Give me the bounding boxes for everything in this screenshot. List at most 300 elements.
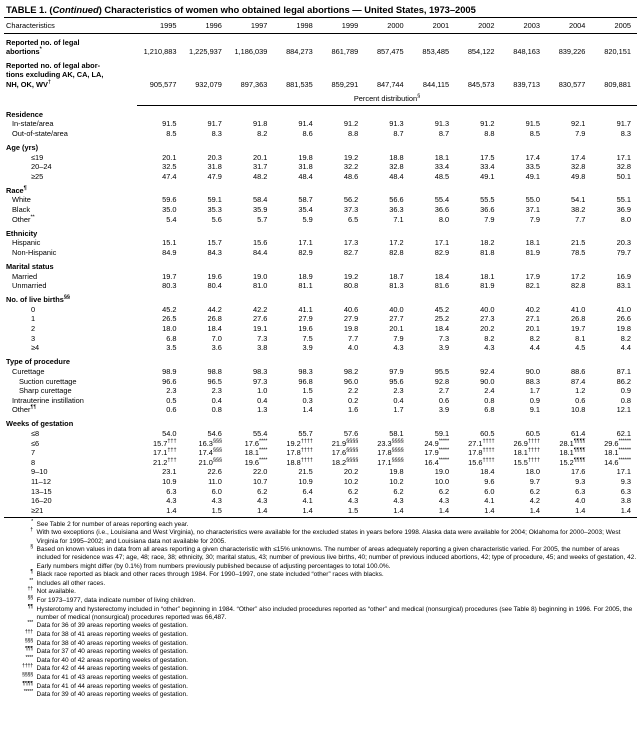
column-header-year: 2001 xyxy=(410,18,455,34)
table-cell-value: 55.1 xyxy=(616,195,631,205)
table-cell-value: 1.3 xyxy=(257,405,268,415)
table-cell-value: 18.1¶¶¶¶ xyxy=(559,447,586,458)
empty-cell xyxy=(273,353,318,367)
table-cell-value: 91.7 xyxy=(207,119,222,129)
empty-cell xyxy=(137,105,182,119)
rule-cell xyxy=(4,518,137,519)
empty-cell xyxy=(410,353,455,367)
empty-cell xyxy=(364,224,409,238)
table-cell-value: 81.6 xyxy=(434,281,450,291)
empty-cell xyxy=(591,291,637,305)
table-cell-value: 37.3 xyxy=(343,205,359,214)
table-row xyxy=(4,477,637,487)
table-cell-value: 18.4 xyxy=(207,324,222,334)
empty-cell xyxy=(137,353,182,367)
rule-cell xyxy=(591,518,637,519)
empty-cell xyxy=(319,224,364,238)
table-cell-value: 809,881 xyxy=(604,79,631,89)
table-cell-value: 41.1 xyxy=(298,304,313,314)
table-cell-value: 4.4 xyxy=(529,343,540,353)
empty-cell xyxy=(273,138,318,152)
empty-cell xyxy=(501,291,546,305)
table-cell-value: 8.5 xyxy=(529,128,540,138)
table-cell-value: 18.4 xyxy=(434,271,450,281)
table-cell-value: 15.7 xyxy=(207,238,222,248)
table-cell-value: 1.4 xyxy=(438,505,450,515)
table-cell-value: 78.5 xyxy=(571,247,586,257)
table-cell-value: 98.8 xyxy=(207,366,222,376)
row-label: 7 xyxy=(31,448,36,458)
table-cell-value: 0.4 xyxy=(211,395,222,405)
table-cell-value: 17.1 xyxy=(616,152,631,162)
table-cell-value: 6.3 xyxy=(575,486,586,496)
footnote-item xyxy=(6,571,637,579)
table-body xyxy=(4,33,637,518)
table-cell-value: 19.7 xyxy=(162,271,177,281)
table-row xyxy=(4,405,637,415)
footnote-symbol: § xyxy=(30,544,33,551)
table-cell-value: 59.1 xyxy=(434,428,450,438)
table-cell-value: 49.1 xyxy=(525,171,540,181)
empty-cell xyxy=(273,257,318,271)
table-cell-value: 20.3 xyxy=(616,238,631,248)
table-cell-value: 9.3 xyxy=(620,476,631,486)
table-cell-value: 6.0 xyxy=(484,486,495,496)
table-cell-value: 17.9 xyxy=(525,271,540,281)
table-cell-value: 4.3 xyxy=(484,343,495,353)
table-cell-value: 19.6 xyxy=(207,271,222,281)
table-cell-value: 98.3 xyxy=(252,366,268,376)
table-cell-value: 17.5 xyxy=(480,152,495,162)
table-cell-value: 7.1 xyxy=(393,214,404,224)
table-cell-value: 82.8 xyxy=(571,281,586,291)
table-cell-value: 1.0 xyxy=(257,386,268,396)
empty-cell xyxy=(137,291,182,305)
empty-cell xyxy=(591,353,637,367)
table-cell-value: 9.7 xyxy=(529,476,540,486)
footnote-marker: ††† xyxy=(167,457,177,464)
table-cell-value: 7.9 xyxy=(484,214,495,224)
footnote-text: With two exceptions (i.e., Louisiana and West Virginia), no characteristics were available for the excluded states in years before 1998. Alaska data were available for 2004; Oklahoma for 2000–2003; West Virginia for 1995–2002; and Louisiana data not available for 2005. xyxy=(36,529,621,545)
footnote-marker: †††† xyxy=(527,438,540,445)
footnote-item xyxy=(6,648,637,656)
footnote-item xyxy=(6,691,637,699)
table-cell-value: 0.6 xyxy=(166,405,177,415)
table-cell-value: 61.4 xyxy=(571,428,586,438)
table-cell-value: 18.7 xyxy=(389,271,404,281)
table-cell-value: 3.9 xyxy=(302,343,313,353)
empty-cell xyxy=(455,353,500,367)
table-cell-value: 1.5 xyxy=(302,386,313,396)
table-cell-value: 17.4 xyxy=(525,152,540,162)
column-header-year: 1996 xyxy=(182,18,227,34)
table-cell-value: 27.7 xyxy=(389,314,404,324)
footnote-text: Data for 38 of 41 areas reporting weeks of gestation. xyxy=(36,630,188,638)
empty-cell xyxy=(501,415,546,429)
table-cell-value: 8.2 xyxy=(484,333,495,343)
rule-cell xyxy=(364,518,409,519)
table-cell-value: 21.5 xyxy=(571,238,586,248)
table-cell-value: 16.3§§§ xyxy=(198,438,222,448)
table-cell-value: 10.9 xyxy=(162,476,177,486)
empty-cell xyxy=(182,138,227,152)
group-label: Residence xyxy=(6,109,43,119)
table-cell-value: 36.9 xyxy=(616,205,631,214)
empty-cell xyxy=(273,105,318,119)
table-cell-value: 17.6§§§§ xyxy=(331,447,359,458)
table-cell-value: 48.4 xyxy=(389,171,404,181)
table-cell-value: 27.1 xyxy=(525,314,540,324)
table-cell-value: 4.3 xyxy=(166,496,177,506)
footnote-marker: §§§ xyxy=(212,438,222,445)
footnote-marker: †††† xyxy=(482,447,495,454)
table-cell-value: 33.5 xyxy=(525,162,540,172)
table-cell-value: 8.5 xyxy=(166,128,177,138)
table-title-suffix: ) Characteristics of women who obtained legal abortions — United States, 1973–2005 xyxy=(98,4,476,15)
table-cell-value: 26.8 xyxy=(571,314,586,324)
table-cell-value: 33.4 xyxy=(434,162,450,172)
table-cell-value: 19.8 xyxy=(298,152,313,162)
table-cell-value: 4.3 xyxy=(393,496,404,506)
footnote-marker: ***** xyxy=(438,447,450,454)
footnote-text: Includes all other races. xyxy=(36,579,106,587)
table-cell-value: 90.0 xyxy=(525,366,540,376)
footnote-marker: †††† xyxy=(527,447,540,454)
table-cell-value: 58.4 xyxy=(252,195,268,205)
table-cell-value: 848,163 xyxy=(513,47,540,57)
empty-cell xyxy=(182,415,227,429)
table-cell-value: 18.1****** xyxy=(604,447,631,458)
footnote-symbol: ††† xyxy=(24,628,33,635)
table-cell-value: 9.3 xyxy=(575,476,586,486)
empty-cell xyxy=(455,415,500,429)
table-cell-value: 91.2 xyxy=(480,119,495,129)
table-cell-value: 0.3 xyxy=(302,395,313,405)
table-cell-value: 91.5 xyxy=(525,119,540,129)
table-cell-value: 57.6 xyxy=(343,428,359,438)
table-cell-value: 4.0 xyxy=(575,496,586,506)
group-label: Age (yrs) xyxy=(6,142,39,152)
table-cell-value: 27.9 xyxy=(298,314,313,324)
footnote-text: See Table 2 for number of areas reporting each year. xyxy=(36,520,189,528)
table-cell-value: 22.6 xyxy=(207,467,222,477)
row-label: In-state/area xyxy=(12,119,54,129)
table-row xyxy=(4,205,637,215)
table-cell-value: 1.4 xyxy=(302,405,313,415)
table-cell-value: 0.4 xyxy=(393,395,404,405)
empty-cell xyxy=(455,181,500,195)
table-cell-value: 29.6****** xyxy=(604,438,631,448)
footnote-marker: ††† xyxy=(167,447,177,454)
table-cell-value: 82.9 xyxy=(434,247,450,257)
empty-cell xyxy=(319,181,364,195)
table-cell-value: 4.4 xyxy=(620,343,631,353)
table-row xyxy=(4,496,637,506)
footnote-text: Data for 38 of 40 areas reporting weeks of gestation. xyxy=(36,639,188,647)
table-cell-value: 14.6****** xyxy=(604,457,631,467)
table-cell-value: 2.3 xyxy=(393,386,404,396)
empty-cell xyxy=(546,138,591,152)
table-cell-value: 4.3 xyxy=(257,496,268,506)
table-cell-value: 17.2 xyxy=(389,238,404,248)
table-cell-value: 19.2 xyxy=(343,152,359,162)
table-cell-value: 2.2 xyxy=(347,386,359,396)
table-cell-value: 6.8 xyxy=(484,405,495,415)
column-header-year: 1995 xyxy=(137,18,182,34)
table-cell-value: 2.3 xyxy=(211,386,222,396)
table-cell-value: 8.0 xyxy=(438,214,450,224)
table-cell-value: 6.2 xyxy=(257,486,268,496)
spacer-cell xyxy=(4,90,137,106)
table-cell-value: 48.4 xyxy=(298,171,313,181)
table-row xyxy=(4,314,637,324)
table-cell-value: 90.0 xyxy=(480,376,495,386)
row-label: Reported no. of legal abortions* xyxy=(6,37,80,57)
footnote-text: Data for 40 of 42 areas reporting weeks of gestation. xyxy=(36,656,188,664)
table-cell-value: 82.1 xyxy=(525,281,540,291)
empty-cell xyxy=(546,105,591,119)
empty-cell xyxy=(137,415,182,429)
table-cell-value: 0.2 xyxy=(347,395,359,405)
empty-cell xyxy=(137,257,182,271)
table-cell-value: 55.7 xyxy=(298,428,313,438)
empty-cell xyxy=(228,353,273,367)
table-cell-value: 8.3 xyxy=(620,128,631,138)
table-cell-value: 80.3 xyxy=(162,281,177,291)
table-row xyxy=(4,119,637,129)
table-cell-value: 847,744 xyxy=(376,79,404,89)
empty-cell xyxy=(228,291,273,305)
group-label: Weeks of gestation xyxy=(6,419,74,429)
table-cell-value: 6.2 xyxy=(438,486,450,496)
footnote-symbol: *** xyxy=(27,620,33,627)
footnote-item xyxy=(6,546,637,571)
empty-cell xyxy=(364,105,409,119)
empty-cell xyxy=(410,257,455,271)
footnote-symbol: §§§§ xyxy=(22,671,33,678)
table-cell-value: 40.0 xyxy=(480,304,495,314)
table-cell-value: 20.2 xyxy=(480,324,495,334)
table-cell-value: 19.8 xyxy=(343,324,359,334)
table-cell-value: 48.6 xyxy=(343,171,359,181)
table-cell-value: 853,485 xyxy=(422,47,450,57)
table-cell-value: 19.8 xyxy=(389,467,404,477)
table-cell-value: 20.1 xyxy=(389,324,404,334)
table-cell-value: 1.5 xyxy=(347,505,359,515)
footnote-text: Data for 37 of 40 areas reporting weeks of gestation. xyxy=(36,648,188,656)
table-cell-value: 32.8 xyxy=(616,162,631,172)
footnote-marker: ** xyxy=(30,214,35,221)
table-cell-value: 36.6 xyxy=(434,205,450,214)
table-cell-value: 81.0 xyxy=(252,281,268,291)
footnote-item xyxy=(6,518,637,529)
empty-cell xyxy=(228,181,273,195)
footnote-marker: §§§§ xyxy=(346,438,359,445)
footnote-item xyxy=(6,529,637,545)
table-cell-value: 6.0 xyxy=(211,486,222,496)
empty-cell xyxy=(364,291,409,305)
table-group-heading-row xyxy=(4,415,637,429)
table-cell-value: 25.2 xyxy=(434,314,450,324)
empty-cell xyxy=(319,138,364,152)
row-label: Reported no. of legal abor- tions excluding AK, CA, LA, NH, OK, WV† xyxy=(6,60,104,89)
table-cell-value: 91.8 xyxy=(252,119,268,129)
table-cell-value: 19.0 xyxy=(434,467,450,477)
footnote-symbol: * xyxy=(31,518,33,525)
footnote-marker: **** xyxy=(259,438,268,445)
table-cell-value: 10.9 xyxy=(298,476,313,486)
table-row xyxy=(4,396,637,406)
empty-cell xyxy=(410,224,455,238)
table-cell-value: 3.6 xyxy=(211,343,222,353)
footnote-text: Data for 41 of 44 areas reporting weeks of gestation. xyxy=(36,682,188,690)
table-cell-value: 98.3 xyxy=(298,366,313,376)
table-cell-value: 1.4 xyxy=(166,505,177,515)
table-group-heading-row xyxy=(4,353,637,367)
table-cell-value: 0.4 xyxy=(257,395,268,405)
table-cell-value: 48.5 xyxy=(434,171,450,181)
footnote-marker: †††† xyxy=(300,457,313,464)
footnote-marker: §§ xyxy=(63,294,70,301)
table-cell-value: 62.1 xyxy=(616,428,631,438)
footnote-text: Black race reported as black and other races through 1984. For 1990–1997, one state included “other” races with blacks. xyxy=(36,571,384,579)
table-cell-value: 2.3 xyxy=(166,386,177,396)
footnote-symbol: ¶¶¶ xyxy=(25,646,33,653)
row-label: White xyxy=(12,195,31,205)
footnote-marker: §§§§ xyxy=(346,457,359,464)
footnote-item xyxy=(6,637,637,648)
table-cell-value: 0.8 xyxy=(211,405,222,415)
table-cell-value: 27.3 xyxy=(480,314,495,324)
table-cell-value: 8.8 xyxy=(347,128,359,138)
table-cell-value: 82.9 xyxy=(298,247,313,257)
table-cell-value: 932,079 xyxy=(195,79,222,89)
footnote-symbol: ¶ xyxy=(30,569,33,576)
table-cell-value: 32.2 xyxy=(343,162,359,172)
table-row xyxy=(4,281,637,291)
table-cell-value: 95.5 xyxy=(434,366,450,376)
table-cell-value: 58.7 xyxy=(298,195,313,205)
table-cell-value: 18.8 xyxy=(389,152,404,162)
table-row xyxy=(4,57,637,90)
table-cell-value: 88.6 xyxy=(571,366,586,376)
table-cell-value: 84.4 xyxy=(252,247,268,257)
row-label: Other** xyxy=(12,214,35,224)
rule-cell xyxy=(319,518,364,519)
footnote-marker: ****** xyxy=(618,438,631,445)
table-cell-value: 92.1 xyxy=(571,119,586,129)
table-cell-value: 35.0 xyxy=(162,205,177,214)
table-row xyxy=(4,324,637,334)
table-cell-value: 11.0 xyxy=(208,476,222,486)
table-cell-value: 0.9 xyxy=(529,395,540,405)
table-cell-value: 1.4 xyxy=(393,505,404,515)
empty-cell xyxy=(182,353,227,367)
footnote-symbol: ¶¶¶¶ xyxy=(22,680,33,687)
footnote-marker: §§§§ xyxy=(391,447,404,454)
group-label: Type of procedure xyxy=(6,357,70,367)
footnote-marker: ¶¶ xyxy=(30,404,37,411)
empty-cell xyxy=(591,415,637,429)
table-row xyxy=(4,343,637,353)
table-cell-value: 18.4 xyxy=(434,324,450,334)
table-cell-value: 1.5 xyxy=(211,505,222,515)
rule-cell xyxy=(546,518,591,519)
table-cell-value: 0.8 xyxy=(620,395,631,405)
table-cell-value: 55.0 xyxy=(525,195,540,205)
empty-cell xyxy=(273,415,318,429)
table-cell-value: 87.4 xyxy=(571,376,586,386)
table-row xyxy=(4,487,637,497)
empty-cell xyxy=(501,224,546,238)
table-row xyxy=(4,272,637,282)
table-cell-value: 6.3 xyxy=(620,486,631,496)
table-cell-value: 7.7 xyxy=(347,333,359,343)
table-cell-value: 21.5 xyxy=(298,467,313,477)
footnote-marker: †††† xyxy=(527,457,540,464)
footnote-marker: §§§§ xyxy=(391,457,404,464)
table-cell-value: 49.8 xyxy=(571,171,586,181)
column-header-year: 2002 xyxy=(455,18,500,34)
table-cell-value: 92.4 xyxy=(480,366,495,376)
table-cell-value: 23.3§§§§ xyxy=(377,438,404,448)
column-header-year: 1998 xyxy=(273,18,318,34)
table-group-heading-row xyxy=(4,138,637,152)
empty-cell xyxy=(501,138,546,152)
table-cell-value: 20.1 xyxy=(162,152,177,162)
table-cell-value: 16.4***** xyxy=(424,457,450,467)
footnote-marker: §§§ xyxy=(212,447,222,454)
empty-cell xyxy=(501,257,546,271)
table-cell-value: 1.4 xyxy=(302,505,313,515)
empty-cell xyxy=(455,224,500,238)
table-cell-value: 19.2 xyxy=(343,271,359,281)
table-cell-value: 32.8 xyxy=(389,162,404,172)
empty-cell xyxy=(410,291,455,305)
empty-cell xyxy=(410,138,455,152)
footnote-item xyxy=(6,622,637,630)
table-cell-value: 41.0 xyxy=(571,304,586,314)
table-cell-value: 21.9§§§§ xyxy=(331,438,359,448)
empty-cell xyxy=(137,181,182,195)
column-header-year: 1997 xyxy=(228,18,273,34)
table-cell-value: 6.2 xyxy=(529,486,540,496)
table-cell-value: 820,151 xyxy=(604,47,631,57)
table-cell-value: 45.2 xyxy=(162,304,177,314)
table-cell-value: 1.2 xyxy=(575,386,586,396)
table-cell-value: 4.3 xyxy=(438,496,450,506)
table-cell-value: 98.9 xyxy=(162,366,177,376)
table-cell-value: 15.6†††† xyxy=(468,457,495,467)
table-group-heading-row xyxy=(4,291,637,305)
table-cell-value: 8.8 xyxy=(484,128,495,138)
table-title xyxy=(4,4,637,17)
row-label: ≤8 xyxy=(31,428,40,438)
table-cell-value: 1,186,039 xyxy=(234,47,268,57)
table-row xyxy=(4,506,637,518)
footnote-symbol: ***** xyxy=(23,689,33,695)
table-row xyxy=(4,129,637,139)
footnote-text: Data for 42 of 44 areas reporting weeks of gestation. xyxy=(36,665,188,673)
row-label: 1 xyxy=(31,314,36,324)
table-cell-value: 1.4 xyxy=(620,505,631,515)
empty-cell xyxy=(455,138,500,152)
table-cell-value: 56.6 xyxy=(389,195,404,205)
footnote-marker: ¶¶¶¶ xyxy=(573,447,586,454)
empty-cell xyxy=(546,181,591,195)
table-cell-value: 1.7 xyxy=(529,386,540,396)
table-cell-value: 92.8 xyxy=(434,376,450,386)
